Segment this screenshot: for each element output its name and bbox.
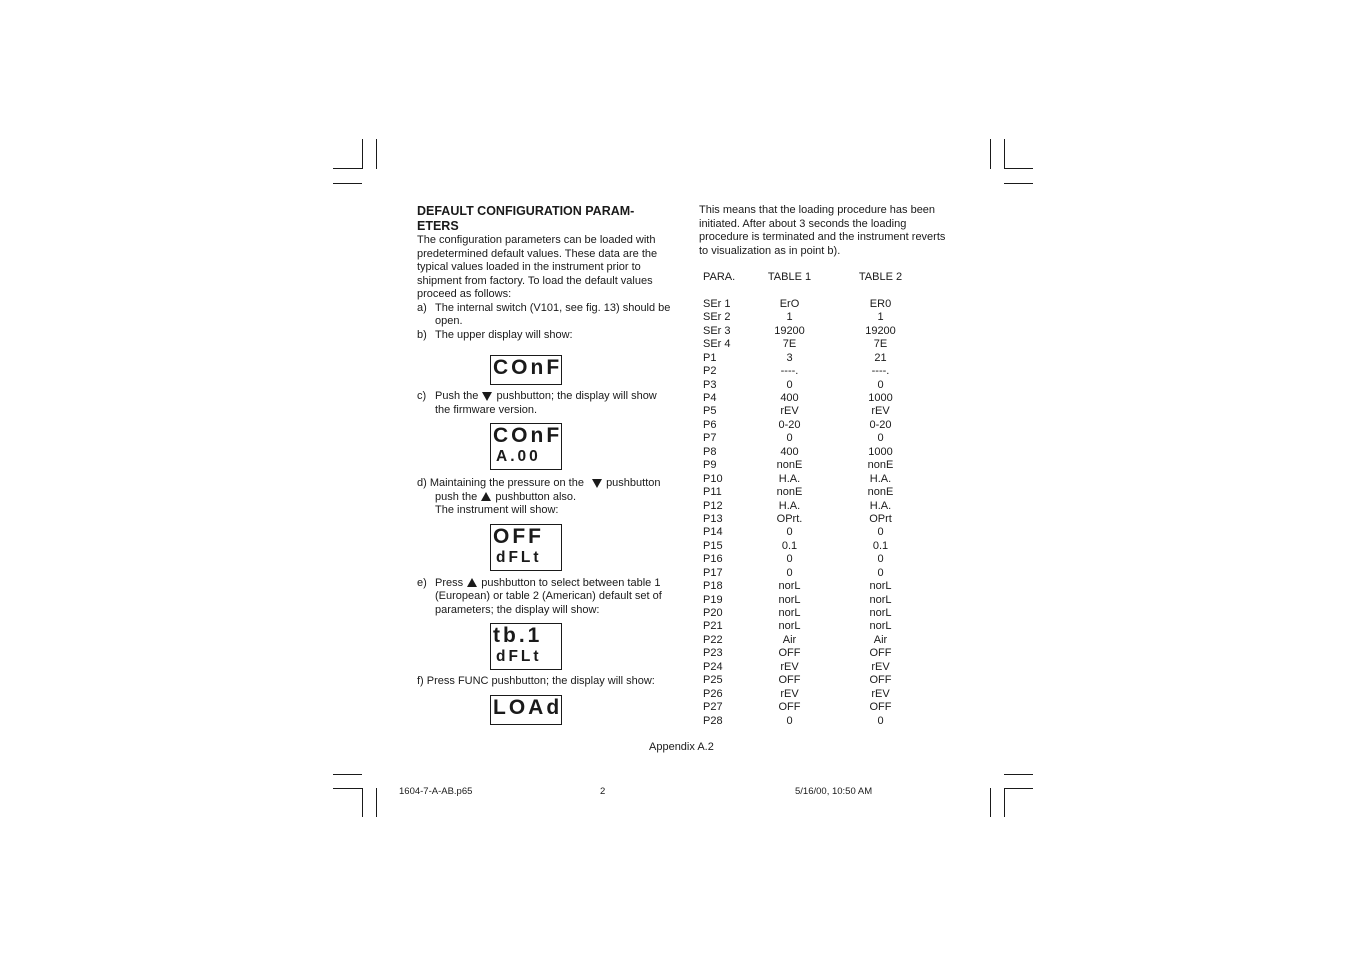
section-title: DEFAULT CONFIGURATION PARAM- ETERS bbox=[417, 204, 635, 233]
column-header: TABLE 1 bbox=[767, 271, 812, 283]
table-row bbox=[703, 419, 931, 432]
table-row bbox=[703, 311, 931, 324]
table2-value: Air bbox=[873, 633, 888, 646]
table-header bbox=[703, 271, 931, 284]
parameter-name: P15 bbox=[703, 539, 723, 552]
table-row bbox=[703, 540, 931, 553]
step-text: The upper display will show: bbox=[435, 328, 573, 341]
up-arrow-icon bbox=[481, 492, 491, 501]
table2-value: rEV bbox=[871, 660, 890, 673]
table-row bbox=[703, 500, 931, 513]
parameter-name: P26 bbox=[703, 687, 723, 700]
table-row bbox=[703, 446, 931, 459]
table2-value: ER0 bbox=[869, 297, 892, 310]
table1-value: 0-20 bbox=[778, 418, 801, 431]
appendix-label: Appendix A.2 bbox=[649, 741, 714, 753]
display-lower: dFLt bbox=[496, 648, 542, 665]
step-a bbox=[417, 302, 673, 329]
parameter-name: P1 bbox=[703, 351, 717, 364]
step-text-part: Push the bbox=[435, 390, 479, 402]
parameter-name: P14 bbox=[703, 526, 723, 539]
table2-value: rEV bbox=[871, 405, 890, 418]
step-text-part: push the bbox=[435, 490, 478, 503]
table1-value: OPrt. bbox=[776, 512, 803, 525]
display-upper: LOAd bbox=[493, 695, 563, 719]
table-row bbox=[703, 567, 931, 580]
table1-value: 400 bbox=[780, 392, 799, 404]
table1-value: norL bbox=[778, 607, 801, 619]
table1-value: 7E bbox=[782, 338, 797, 351]
parameter-name: P12 bbox=[703, 499, 723, 512]
parameter-name: P8 bbox=[703, 445, 717, 458]
table1-value: ErO bbox=[779, 297, 800, 310]
table2-value: OFF bbox=[869, 701, 892, 714]
parameter-name: P27 bbox=[703, 701, 723, 714]
table2-value: 0 bbox=[877, 553, 884, 566]
step-text-part: d) Maintaining the pressure on the bbox=[417, 477, 584, 489]
table-row bbox=[703, 580, 931, 593]
display-lower: A.00 bbox=[496, 448, 541, 465]
table1-value: norL bbox=[778, 593, 801, 606]
table2-value: 0 bbox=[877, 566, 884, 579]
table1-value: 0 bbox=[786, 714, 793, 727]
table-row bbox=[703, 620, 931, 633]
display-lower: dFLt bbox=[496, 548, 542, 566]
table2-value: OPrt bbox=[869, 512, 892, 525]
step-text-part: Press bbox=[435, 576, 464, 589]
table-row bbox=[703, 553, 931, 566]
table-row bbox=[703, 647, 931, 660]
table1-value: 1 bbox=[786, 311, 793, 324]
parameter-name: P20 bbox=[703, 607, 723, 619]
table2-value: rEV bbox=[871, 687, 890, 700]
parameter-name: P18 bbox=[703, 580, 723, 593]
table1-value: H.A. bbox=[778, 499, 801, 512]
down-arrow-icon bbox=[592, 479, 602, 488]
crop-mark bbox=[362, 788, 363, 817]
footer-page-number: 2 bbox=[600, 786, 606, 797]
display-upper: COnF bbox=[493, 356, 563, 379]
crop-mark bbox=[1004, 788, 1033, 789]
crop-mark bbox=[333, 183, 362, 184]
parameter-name: P17 bbox=[703, 566, 723, 579]
table1-value: 0 bbox=[786, 432, 793, 445]
table2-value: 1 bbox=[877, 311, 884, 324]
table-row bbox=[703, 352, 931, 365]
table1-value: rEV bbox=[780, 405, 799, 418]
table-body bbox=[703, 298, 931, 728]
intro-paragraph: The configuration parameters can be loaded with predetermined default values. These data are the typical values loaded in the instrument prior to shipment from factory. To load the default values proceed as follows: bbox=[417, 234, 658, 300]
table1-value: norL bbox=[778, 620, 801, 633]
table-row bbox=[703, 594, 931, 607]
step-text-part: pushbutton bbox=[606, 477, 661, 489]
step-c bbox=[417, 390, 673, 417]
step-text bbox=[435, 390, 673, 417]
step-label: a) bbox=[417, 301, 427, 314]
parameter-table bbox=[703, 271, 931, 728]
lcd-display-conf bbox=[490, 355, 562, 385]
table2-value: OFF bbox=[869, 674, 892, 687]
table-row bbox=[703, 634, 931, 647]
table1-value: norL bbox=[778, 580, 801, 593]
parameter-name: P16 bbox=[703, 553, 723, 566]
crop-mark bbox=[376, 139, 377, 169]
table1-value: 0 bbox=[786, 378, 793, 391]
table-row bbox=[703, 715, 931, 728]
table-row bbox=[703, 392, 931, 405]
left-column bbox=[417, 204, 673, 725]
down-arrow-icon bbox=[482, 392, 492, 401]
table1-value: OFF bbox=[778, 701, 801, 714]
table1-value: nonE bbox=[776, 486, 803, 499]
table-row bbox=[703, 473, 931, 486]
crop-mark bbox=[362, 139, 363, 169]
parameter-name: P24 bbox=[703, 660, 723, 673]
parameter-name: P4 bbox=[703, 392, 717, 404]
parameter-name: P7 bbox=[703, 432, 717, 445]
display-upper: OFF bbox=[493, 524, 544, 548]
table2-value: 0 bbox=[877, 432, 884, 445]
step-text bbox=[435, 577, 673, 618]
table2-value: H.A. bbox=[869, 499, 892, 512]
table1-value: 0 bbox=[786, 553, 793, 566]
display-upper: tb.1 bbox=[493, 624, 543, 647]
table-row bbox=[703, 688, 931, 701]
footer-date: 5/16/00, 10:50 AM bbox=[795, 786, 873, 797]
table2-value: OFF bbox=[869, 647, 892, 660]
table-row bbox=[703, 298, 931, 311]
right-column bbox=[699, 204, 949, 258]
table-row bbox=[703, 432, 931, 445]
parameter-name: SEr 1 bbox=[703, 297, 731, 310]
table2-value: 1000 bbox=[868, 392, 893, 404]
step-text: The internal switch (V101, see fig. 13) should be open. bbox=[435, 301, 671, 327]
parameter-name: P11 bbox=[703, 486, 722, 499]
step-f: f) Press FUNC pushbutton; the display will show: bbox=[417, 675, 655, 687]
table2-value: 0-20 bbox=[869, 418, 892, 431]
crop-mark bbox=[376, 788, 377, 817]
table1-value: 3 bbox=[786, 351, 793, 364]
table-row bbox=[703, 405, 931, 418]
parameter-name: SEr 2 bbox=[703, 311, 731, 324]
crop-mark bbox=[1004, 139, 1005, 169]
table-row bbox=[703, 365, 931, 378]
footer-file: 1604-7-A-AB.p65 bbox=[399, 786, 473, 797]
parameter-name: P3 bbox=[703, 378, 717, 391]
table-row bbox=[703, 701, 931, 714]
crop-mark bbox=[990, 788, 991, 817]
table2-value: ----. bbox=[871, 365, 890, 378]
table2-value: 0 bbox=[877, 526, 884, 539]
table1-value: 0 bbox=[786, 526, 793, 539]
table2-value: H.A. bbox=[869, 472, 892, 485]
parameter-name: SEr 4 bbox=[703, 338, 731, 351]
step-d bbox=[417, 477, 673, 518]
table2-value: norL bbox=[869, 580, 892, 593]
lcd-display-firmware bbox=[490, 423, 562, 470]
display-upper: COnF bbox=[493, 424, 563, 447]
table1-value: 0 bbox=[786, 566, 793, 579]
step-text-part: pushbutton to select between table 1 (European) or table 2 (American) default set of parameters; the display will show: bbox=[435, 576, 662, 616]
table-row bbox=[703, 674, 931, 687]
step-label: b) bbox=[417, 328, 427, 341]
step-b bbox=[417, 329, 673, 343]
parameter-name: P9 bbox=[703, 459, 717, 472]
table2-value: 0 bbox=[877, 714, 884, 727]
table2-value: norL bbox=[869, 593, 892, 606]
parameter-name: P19 bbox=[703, 593, 723, 606]
step-text-part: The instrument will show: bbox=[435, 504, 559, 516]
table1-value: ----. bbox=[780, 365, 799, 378]
table-row bbox=[703, 325, 931, 338]
table2-value: 21 bbox=[874, 351, 887, 364]
table1-value: nonE bbox=[776, 459, 803, 472]
table-row bbox=[703, 379, 931, 392]
table-row bbox=[703, 459, 931, 472]
parameter-name: P23 bbox=[703, 647, 723, 660]
table2-value: 19200 bbox=[865, 324, 896, 337]
table1-value: H.A. bbox=[778, 472, 801, 485]
table-row bbox=[703, 661, 931, 674]
table1-value: 19200 bbox=[774, 324, 805, 337]
parameter-name: P21 bbox=[703, 620, 723, 633]
lcd-display-table bbox=[490, 623, 562, 670]
table-row bbox=[703, 607, 931, 620]
parameter-name: P10 bbox=[703, 472, 723, 485]
step-text-part: pushbutton; the display will show the firmware version. bbox=[435, 390, 657, 416]
table-row bbox=[703, 486, 931, 499]
table2-value: norL bbox=[869, 620, 892, 633]
parameter-name: SEr 3 bbox=[703, 324, 731, 337]
table2-value: 0.1 bbox=[872, 539, 889, 552]
table2-value: 7E bbox=[873, 338, 888, 351]
up-arrow-icon bbox=[467, 578, 477, 587]
crop-mark bbox=[1004, 788, 1005, 817]
table-row bbox=[703, 526, 931, 539]
crop-mark bbox=[1004, 183, 1033, 184]
parameter-name: P22 bbox=[703, 633, 723, 646]
table2-value: norL bbox=[869, 607, 892, 619]
parameter-name: P28 bbox=[703, 714, 723, 727]
parameter-name: P5 bbox=[703, 405, 717, 418]
table2-value: nonE bbox=[867, 459, 894, 472]
step-text-part: pushbutton also. bbox=[495, 490, 577, 503]
crop-mark bbox=[333, 788, 362, 789]
table1-value: 400 bbox=[780, 445, 799, 458]
column-header: PARA. bbox=[703, 271, 736, 283]
column-header: TABLE 2 bbox=[858, 271, 903, 283]
step-e bbox=[417, 577, 673, 618]
crop-mark bbox=[1004, 774, 1033, 775]
step-label: e) bbox=[417, 576, 427, 589]
table2-value: nonE bbox=[867, 486, 894, 499]
table1-value: rEV bbox=[780, 687, 799, 700]
crop-mark bbox=[333, 168, 362, 169]
crop-mark bbox=[990, 139, 991, 169]
parameter-name: P13 bbox=[703, 512, 723, 525]
table-row bbox=[703, 338, 931, 351]
table2-value: 0 bbox=[877, 378, 884, 391]
step-label: c) bbox=[417, 390, 427, 402]
lcd-display-default bbox=[490, 524, 562, 571]
parameter-name: P25 bbox=[703, 674, 723, 687]
crop-mark bbox=[333, 774, 362, 775]
table1-value: OFF bbox=[778, 647, 801, 660]
table1-value: 0.1 bbox=[781, 539, 798, 552]
crop-mark bbox=[1004, 168, 1033, 169]
lcd-display-load bbox=[490, 695, 562, 725]
parameter-name: P2 bbox=[703, 365, 717, 378]
loading-description: This means that the loading procedure has been initiated. After about 3 seconds the loading procedure is terminated and the instrument reverts to visualization as in point b). bbox=[699, 204, 946, 257]
parameter-name: P6 bbox=[703, 418, 717, 431]
table2-value: 1000 bbox=[868, 445, 893, 458]
table1-value: Air bbox=[782, 633, 797, 646]
table1-value: OFF bbox=[778, 674, 801, 687]
table1-value: rEV bbox=[780, 660, 799, 673]
table-row bbox=[703, 513, 931, 526]
